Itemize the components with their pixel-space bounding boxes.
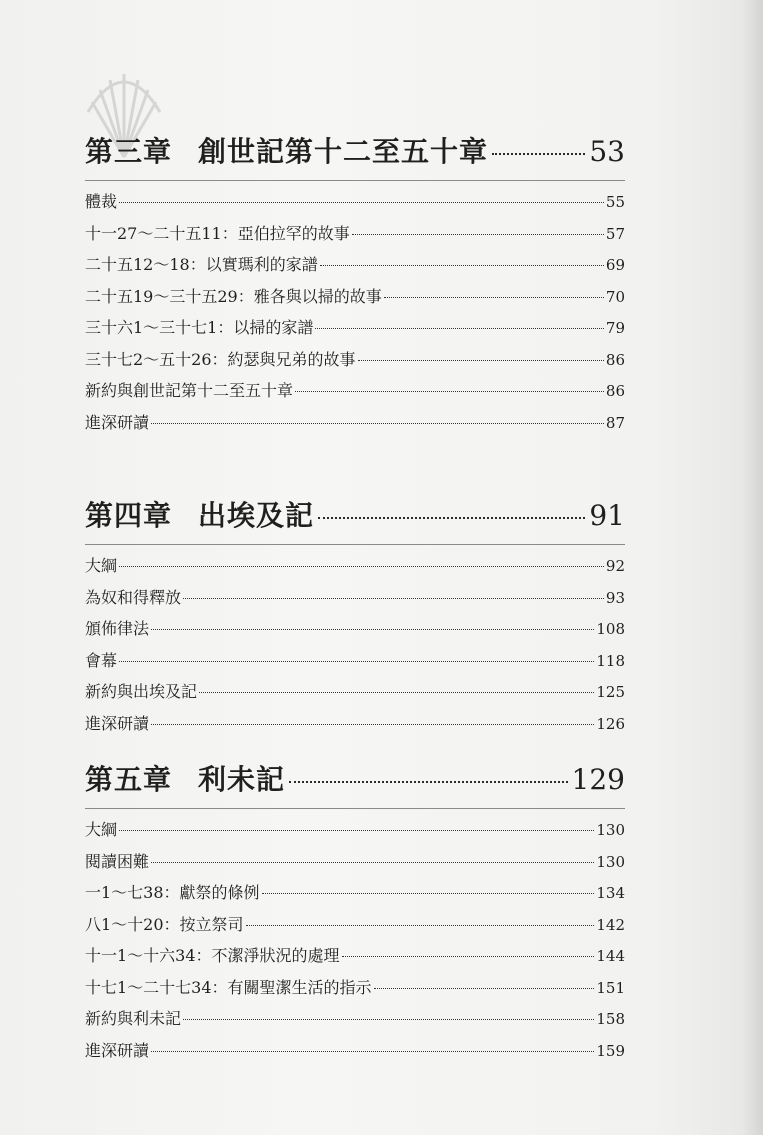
entry-label: 進深研讀 [85, 412, 150, 432]
chapter-section-5 [85, 758, 625, 1069]
entry-page: 86 [605, 350, 625, 369]
entry-label: 大綱 [85, 556, 118, 575]
entry-label: 二十五19～三十五29：雅各與以掃的故事 [85, 286, 382, 306]
chapter-heading[interactable] [85, 758, 625, 802]
toc-entry[interactable] [85, 975, 625, 1007]
toc-entry[interactable] [85, 912, 625, 944]
entry-label: 新約與利未記 [85, 1009, 182, 1028]
entry-label: 頒佈律法 [85, 619, 150, 638]
leader-dots [199, 692, 594, 693]
toc-entry[interactable] [85, 1038, 625, 1070]
toc-entry[interactable] [85, 648, 625, 680]
toc-entry[interactable] [85, 378, 625, 410]
entry-label: 三十七2～五十26：約瑟與兄弟的故事 [85, 349, 356, 369]
leader-dots [342, 956, 595, 957]
toc-entry[interactable] [85, 315, 625, 347]
leader-dots [315, 328, 604, 329]
chapter-page: 53 [589, 135, 625, 168]
entry-label: 十一1～十六34：不潔淨狀況的處理 [85, 946, 340, 965]
leader-dots [151, 1051, 594, 1052]
leader-dots [183, 1019, 594, 1020]
leader-dots [318, 517, 585, 519]
entry-page: 57 [605, 224, 625, 243]
entry-label: 一1～七38：獻祭的條例 [85, 883, 260, 902]
entry-label: 進深研讀 [85, 713, 150, 733]
leader-dots [246, 925, 595, 926]
toc-entry[interactable] [85, 1006, 625, 1038]
entry-page: 142 [596, 915, 625, 934]
chapter-rule [85, 808, 625, 809]
entry-page: 70 [605, 287, 625, 306]
entry-page: 130 [596, 821, 625, 839]
entry-label: 三十六1～三十七1：以掃的家譜 [85, 318, 314, 337]
leader-dots [352, 234, 604, 235]
page-spine-shadow [741, 0, 763, 1135]
toc-entry[interactable] [85, 410, 625, 442]
leader-dots [183, 598, 604, 599]
entry-page: 86 [605, 382, 625, 400]
leader-dots [119, 566, 604, 567]
entry-page: 87 [605, 413, 625, 432]
chapter-title: 利未記 [198, 763, 286, 796]
entry-label: 會幕 [85, 650, 118, 670]
entry-page: 79 [605, 319, 625, 337]
entry-label: 體裁 [85, 192, 118, 211]
chapter-rule [85, 544, 625, 545]
entry-page: 55 [605, 193, 625, 211]
toc-entry[interactable] [85, 189, 625, 221]
leader-dots [358, 360, 604, 361]
chapter-section-4 [85, 494, 625, 742]
entry-label: 閱讀困難 [85, 851, 150, 871]
toc-entry[interactable] [85, 849, 625, 881]
entry-page: 69 [605, 256, 625, 274]
toc-entry[interactable] [85, 943, 625, 975]
entry-page: 93 [605, 588, 625, 607]
leader-dots [151, 423, 604, 424]
chapter-number: 第五章 [85, 763, 173, 796]
leader-dots [119, 830, 594, 831]
entry-label: 為奴和得釋放 [85, 587, 182, 607]
entry-page: 125 [596, 683, 625, 701]
leader-dots [320, 265, 604, 266]
entry-label: 大綱 [85, 820, 118, 839]
entry-label: 二十五12～18：以實瑪利的家譜 [85, 255, 318, 274]
leader-dots [295, 391, 604, 392]
toc-entry[interactable] [85, 284, 625, 316]
chapter-title: 創世記第十二至五十章 [198, 135, 489, 168]
toc-entry[interactable] [85, 585, 625, 617]
leader-dots [119, 661, 594, 662]
toc-entry[interactable] [85, 553, 625, 585]
entry-label: 新約與創世記第十二至五十章 [85, 381, 294, 400]
entry-page: 158 [596, 1010, 625, 1028]
chapter-heading[interactable] [85, 130, 625, 174]
entry-label: 十七1～二十七34：有關聖潔生活的指示 [85, 977, 372, 997]
leader-dots [151, 724, 594, 725]
toc-entry[interactable] [85, 252, 625, 284]
entry-label: 八1～十20：按立祭司 [85, 914, 244, 934]
chapter-title: 出埃及記 [198, 499, 315, 532]
toc-entry[interactable] [85, 221, 625, 253]
chapter-section-3 [85, 130, 625, 441]
leader-dots [492, 153, 585, 155]
chapter-heading[interactable] [85, 494, 625, 538]
leader-dots [374, 988, 595, 989]
entry-page: 134 [596, 884, 625, 902]
entry-label: 進深研讀 [85, 1040, 150, 1060]
chapter-page: 129 [571, 763, 625, 796]
leader-dots [262, 893, 595, 894]
entry-label: 新約與出埃及記 [85, 682, 198, 701]
entry-page: 126 [596, 714, 625, 733]
entry-page: 144 [596, 947, 625, 965]
leader-dots [119, 202, 604, 203]
chapter-page: 91 [589, 499, 625, 532]
leader-dots [151, 629, 594, 630]
toc-entry[interactable] [85, 347, 625, 379]
toc-entry[interactable] [85, 817, 625, 849]
entry-page: 159 [596, 1041, 625, 1060]
entry-page: 151 [596, 978, 625, 997]
chapter-rule [85, 180, 625, 181]
chapter-number: 第四章 [85, 499, 173, 532]
toc-entry[interactable] [85, 616, 625, 648]
entry-page: 130 [596, 852, 625, 871]
leader-dots [151, 862, 594, 863]
leader-dots [384, 297, 604, 298]
toc-entry[interactable] [85, 880, 625, 912]
leader-dots [289, 781, 568, 783]
entry-page: 92 [605, 557, 625, 575]
toc-entry[interactable] [85, 679, 625, 711]
entry-label: 十一27～二十五11：亞伯拉罕的故事 [85, 223, 350, 243]
entry-page: 118 [596, 651, 625, 670]
toc-entry[interactable] [85, 711, 625, 743]
entry-page: 108 [596, 620, 625, 638]
chapter-number: 第三章 [85, 135, 173, 168]
